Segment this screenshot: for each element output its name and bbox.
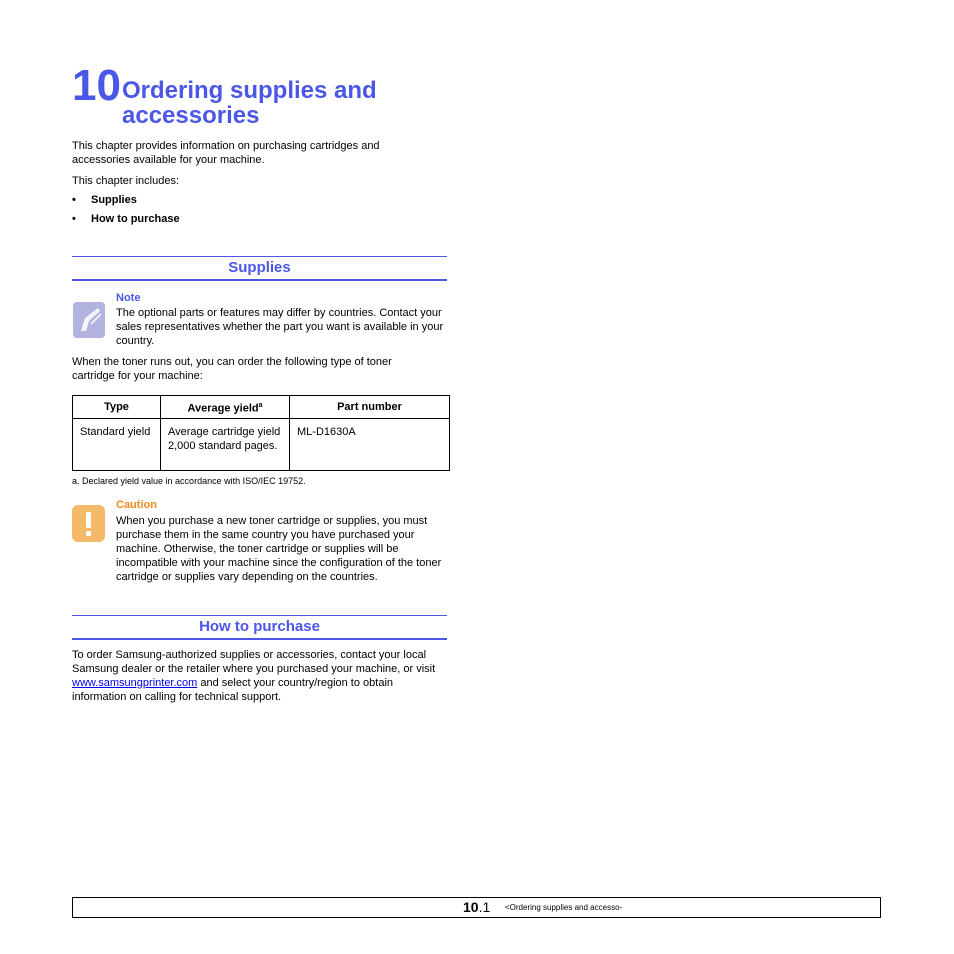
chapter-title: Ordering supplies and accessories [122,77,377,129]
supplies-intro: When the toner runs out, you can order the following type of toner cartridge for your machine: [72,356,392,382]
table-row [73,419,450,471]
note-label: Note [116,292,141,304]
table-cell: Average cartridge yield 2,000 standard pages. [161,419,290,471]
section-heading-supplies: Supplies [72,256,447,281]
footer-chapter-title: <Ordering supplies and accesso- [505,903,623,912]
table-cell: ML-D1630A [290,419,450,471]
supplies-table [72,395,450,471]
table-header: Part number [290,396,450,419]
table-header-row [73,396,450,419]
page-number: 10.1 [463,899,491,915]
bullet-icon: • [72,194,76,206]
caution-text: When you purchase a new toner cartridge or supplies, you must purchase them in the same country you have purchased your machine. Otherwise, the toner cartridge or supplies will be incompatible with your machine since the configuration of the toner cartridge or supplies vary depending on the countries. [116,515,442,583]
table-header: Average yield$^a$ [161,396,290,419]
caution-label: Caution [116,499,157,511]
intro-paragraph: This chapter provides information on purchasing cartridges and accessories available for your machine. [72,140,380,166]
page-footer [72,897,881,918]
bullet-icon: • [72,213,76,225]
chapter-number: 10 [72,61,121,110]
samsung-website-link[interactable]: www.samsungprinter.com [72,677,198,689]
intro-includes: This chapter includes: [72,175,179,187]
purchase-paragraph: To order Samsung-authorized supplies or accessories, contact your local Samsung dealer or the retailer where you purchased your machine, or visit www.samsungprinter.com and select your country/region to obtain information on calling for technical support. [72,649,436,703]
note-icon [73,302,105,338]
note-text: The optional parts or features may differ by countries. Contact your sales representatives whether the part you want is available in your country. [116,307,444,347]
table-cell: Standard yield [73,419,161,471]
caution-icon [72,505,105,542]
table-header: Type [73,396,161,419]
section-heading-how-to-purchase: How to purchase [72,615,447,640]
table-footnote: a. Declared yield value in accordance with ISO/IEC 19752. [72,476,306,486]
